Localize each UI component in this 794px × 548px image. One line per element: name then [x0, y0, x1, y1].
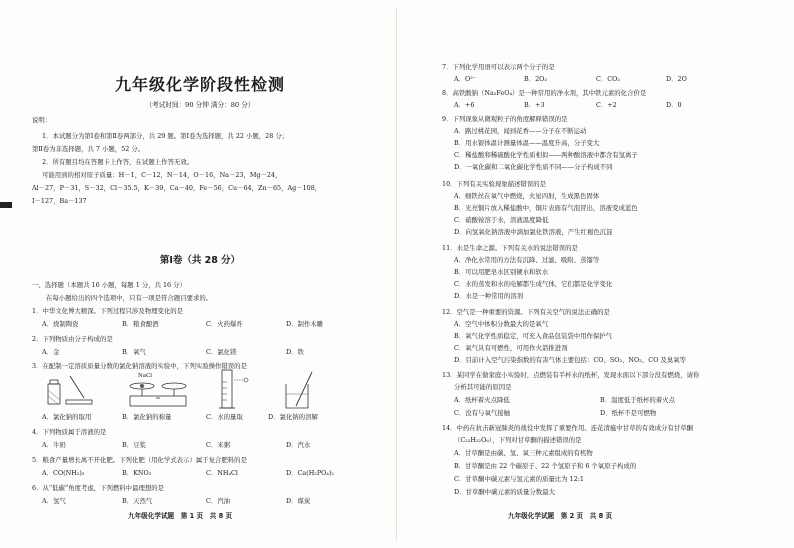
question-8-option-a[interactable]: A．+6 — [454, 101, 475, 109]
instruction-line: I－127，Ba－137 — [32, 197, 87, 205]
question-13-stem: 13．某同学在做家庭小实验时，点燃装有半杯水的纸杯，发现水面以下部分没有燃烧，请你 — [442, 371, 700, 379]
question-13-option-c[interactable]: C．没有与氧气接触 — [454, 409, 511, 417]
question-7-option-b[interactable]: B．2O₂ — [524, 75, 547, 83]
question-14-option-a[interactable]: A．甘草酮是由碳、氢、氧三种元素组成的有机物 — [454, 449, 593, 457]
graduated-cylinder-figure — [216, 368, 256, 412]
question-6-option-b[interactable]: B．天然气 — [122, 497, 153, 505]
question-2-option-a[interactable]: A．金 — [42, 348, 60, 356]
question-12-option-a[interactable]: A．空气中体积分数最大的是氧气 — [454, 320, 549, 328]
question-4-stem: 4．下列物质属于溶液的是 — [32, 428, 107, 436]
question-2-stem: 2．下列物质由分子构成的是 — [32, 335, 113, 343]
question-9-option-c[interactable]: C．稀盐酸和稀硫酸化学性质相似——两种酸溶液中都含有氢离子 — [454, 151, 638, 159]
question-7-option-c[interactable]: C．CO₂ — [596, 75, 620, 83]
question-7-option-a[interactable]: A．O²⁻ — [454, 75, 477, 83]
question-9-option-b[interactable]: B．用水银体温计测量体温——温度升高，分子变大 — [454, 139, 600, 147]
question-13-option-d[interactable]: D．纸杯不是可燃物 — [600, 409, 657, 417]
instruction-line: 可能用到的相对原子质量：H－1，C－12，N－14，O－16，Na－23，Mg－24， — [42, 171, 282, 179]
question-10-option-a[interactable]: A．细铁丝在氧气中燃烧，火星四射，生成黑色固体 — [454, 192, 600, 200]
exam-info: （考试时间：90 分钟 满分：80 分） — [145, 101, 255, 109]
question-11-option-c[interactable]: C．水的蒸发和水的电解都生成气体，它们都是化学变化 — [454, 280, 613, 288]
section-title: 第Ⅰ卷（共 28 分） — [159, 255, 241, 266]
question-8-option-d[interactable]: D．0 — [666, 101, 682, 109]
question-3-option-a[interactable]: A．氯化钠的取用 — [42, 413, 92, 421]
question-4-option-b[interactable]: B．豆浆 — [122, 441, 146, 449]
exam-page-1 — [10, 0, 390, 548]
question-3-option-c[interactable]: C．水的量取 — [206, 413, 243, 421]
question-8-option-c[interactable]: C．+2 — [596, 101, 617, 109]
part-note: 在每小题给出的四个选项中，只有一项是符合题目要求的。 — [46, 294, 213, 302]
question-10-option-b[interactable]: B．光亮铜片放入稀盐酸中，铜片表面有气泡冒出，溶液变成蓝色 — [454, 204, 638, 212]
question-7-option-d[interactable]: D．2O — [666, 75, 687, 83]
question-3-option-b[interactable]: B．氯化钠的称量 — [122, 413, 172, 421]
question-6-option-a[interactable]: A．氢气 — [42, 497, 66, 505]
question-5-option-c[interactable]: C．NH₄Cl — [206, 469, 238, 477]
instruction-line: Al－27，P－31，S－32，Cl－35.5，K－39，Ca－40，Fe－56，Cu－64，Zn－65，Ag－108， — [32, 184, 322, 192]
question-1-option-a[interactable]: A．烧制陶瓷 — [42, 320, 79, 328]
instruction-line: 第Ⅱ卷为非选择题，共 7 小题，52 分。 — [32, 145, 145, 153]
question-4-option-d[interactable]: D．汽水 — [286, 441, 311, 449]
question-12-option-b[interactable]: B．氧气化学性质稳定，可充入食品包装袋中用作保护气 — [454, 332, 613, 340]
instruction-line: 2．所有题目均在答题卡上作答，在试题上作答无效。 — [42, 158, 194, 166]
question-1-stem: 1．中华文化博大精深。下列过程只涉及物理变化的是 — [32, 307, 184, 315]
question-4-option-c[interactable]: C．米粥 — [206, 441, 231, 449]
question-10-option-d[interactable]: D．向氢氧化钠溶液中滴加氯化铁溶液，产生红褐色沉淀 — [454, 228, 613, 236]
nacl-label: NaCl — [138, 373, 153, 379]
beaker-stirring-figure — [280, 368, 320, 412]
question-1-option-c[interactable]: C．火药爆炸 — [206, 320, 243, 328]
question-5-option-a[interactable]: A．CO(NH₂)₂ — [42, 469, 85, 477]
instruction-line: 1．本试题分为第Ⅰ卷和第Ⅱ卷两部分，共 29 题。第Ⅰ卷为选择题，共 22 小题，28 分； — [42, 132, 289, 140]
question-9-stem: 9．下列现象从微观粒子的角度解释错误的是 — [442, 115, 568, 123]
instructions-heading: 说明： — [32, 116, 52, 124]
question-12-option-d[interactable]: D．目前计入空气污染指数的有害气体主要包括：CO、SO₂、NO₂、CO 及臭氧等 — [454, 356, 686, 364]
exam-title: 九年级化学阶段性检测 — [114, 75, 285, 94]
question-11-stem: 11．水是生命之源。下列有关水的说法错误的是 — [442, 244, 578, 252]
question-11-option-d[interactable]: D．水是一种常用的溶剂 — [454, 292, 524, 300]
question-2-option-b[interactable]: B．氧气 — [122, 348, 146, 356]
page-fold-line — [396, 8, 397, 540]
question-10-option-c[interactable]: C．硝酸铵溶于水，溶液温度降低 — [454, 216, 549, 224]
question-12-option-c[interactable]: C．氧气具有可燃性，可用作火箭推进剂 — [454, 344, 568, 352]
question-9-option-a[interactable]: A．路过桃花园，闻到花香——分子在不断运动 — [454, 127, 587, 135]
question-9-option-d[interactable]: D．一氧化碳和二氧化碳化学性质不同——分子构成不同 — [454, 163, 613, 171]
question-14-option-c[interactable]: C．甘草酮中碳元素与氢元素的质量比为 12:1 — [454, 475, 584, 483]
page-footer: 九年级化学试题 第 1 页 共 8 页 — [128, 512, 233, 520]
exam-page-2 — [404, 0, 786, 548]
question-6-option-d[interactable]: D．煤炭 — [286, 497, 311, 505]
page-footer: 九年级化学试题 第 2 页 共 8 页 — [508, 512, 613, 520]
question-7-stem: 7．下列化学用语可以表示两个分子的是 — [442, 63, 555, 71]
question-14-stem: 14．中药在抗击新冠肺炎的战役中发挥了重要作用。连花清瘟中甘草的有效成分有甘草酮 — [442, 424, 693, 432]
question-5-option-b[interactable]: B．KNO₃ — [122, 469, 152, 477]
question-12-stem: 12．空气是一种重要的资源。下列有关空气的说法正确的是 — [442, 308, 610, 316]
question-1-option-d[interactable]: D．制作木雕 — [286, 320, 324, 328]
question-1-option-b[interactable]: B．粮食酿酒 — [122, 320, 159, 328]
question-8-stem: 8．高铁酸钠（Na₂FeO₄）是一种常用的净水剂，其中铁元素的化合价是 — [442, 89, 647, 97]
part-heading: 一、选择题（本题共 16 小题，每题 1 分，共 16 分） — [32, 281, 186, 289]
question-10-stem: 10．下列有关实验现象描述错误的是 — [442, 180, 546, 188]
question-6-stem: 6．从“低碳”角度考虑，下列燃料中最理想的是 — [32, 484, 165, 492]
question-13-stem-continued: 分析其可能的原因是 — [454, 383, 512, 391]
question-3-stem: 3．在配制一定溶质质量分数的氯化钠溶液的实验中，下列实验操作错误的是 — [32, 362, 247, 370]
question-13-option-b[interactable]: B．温度低于纸杯的着火点 — [600, 396, 675, 404]
question-2-option-d[interactable]: D．铁 — [286, 348, 304, 356]
question-14-option-d[interactable]: D．甘草酮中碳元素的质量分数最大 — [454, 488, 555, 496]
question-13-option-a[interactable]: A．纸杯着火点降低 — [454, 396, 510, 404]
question-6-option-c[interactable]: C．汽油 — [206, 497, 231, 505]
question-4-option-a[interactable]: A．牛奶 — [42, 441, 66, 449]
question-14-stem-continued: （C₂₂H₂₂O₆），下列对甘草酮的描述错误的是 — [454, 436, 582, 444]
question-5-option-d[interactable]: D．Ca(H₂PO₄)₂ — [286, 469, 334, 477]
question-14-option-b[interactable]: B．甘草酮是由 22 个碳原子、22 个氢原子和 6 个氧原子构成的 — [454, 462, 637, 470]
balance-figure — [126, 378, 190, 410]
question-8-option-b[interactable]: B．+3 — [524, 101, 545, 109]
question-11-option-a[interactable]: A．净化水常用的方法有沉降、过滤、吸附、蒸馏等 — [454, 256, 600, 264]
question-3-option-d[interactable]: D．氯化钠的溶解 — [268, 413, 318, 421]
question-11-option-b[interactable]: B．可以用肥皂水区别硬水和软水 — [454, 268, 549, 276]
question-5-stem: 5．粮食产量增长离不开化肥。下列化肥（用化学式表示）属于复合肥料的是 — [32, 456, 247, 464]
reagent-bottle-spatula-figure — [44, 372, 104, 408]
question-2-option-c[interactable]: C．氯化镁 — [206, 348, 237, 356]
